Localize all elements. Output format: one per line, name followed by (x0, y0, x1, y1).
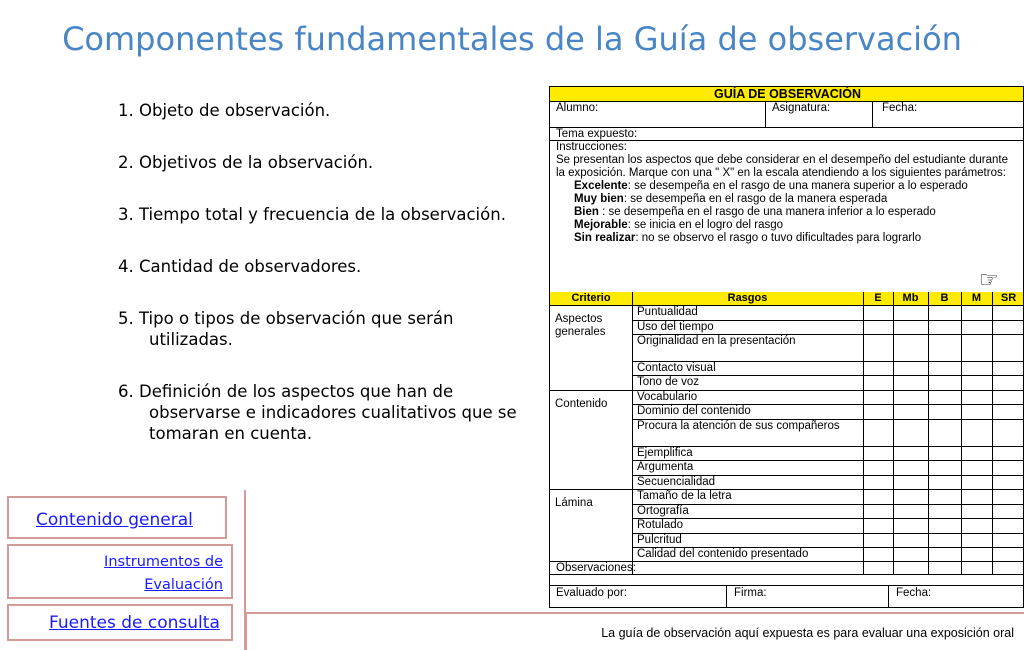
instructions-block (556, 141, 1018, 245)
criterio-label: Aspectos generales (555, 313, 606, 338)
param-item (574, 193, 1018, 206)
tema-label: Tema expuesto: (556, 128, 638, 140)
page-title: Componentes fundamentales de la Guía de observación (62, 20, 962, 58)
column-header: Mb (902, 292, 919, 304)
column-header: Rasgos (727, 292, 768, 304)
rasgo-label: Puntualidad (637, 306, 698, 318)
contenido-general-label[interactable]: Contenido general (36, 510, 193, 530)
firma-label: Firma: (734, 587, 767, 599)
param-item (574, 180, 1018, 193)
param-text: : no se observo el rasgo o tuvo dificultades para lograrlo (635, 232, 922, 244)
observaciones-label: Observaciones: (556, 562, 636, 574)
rasgo-label: Pulcritud (637, 533, 682, 546)
param-item (574, 206, 1018, 219)
list-item: 6. Definición de los aspectos que han de observarse e indicadores cualitativos que se tomaran en cuenta. (118, 382, 517, 443)
list-item: 3. Tiempo total y frecuencia de la observación. (118, 205, 506, 224)
param-term: Excelente (574, 180, 628, 192)
hand-pointer-icon: ☞ (979, 268, 999, 293)
evaluado-label: Evaluado por: (556, 587, 627, 599)
criterio-label: Lámina (555, 497, 593, 510)
column-header: M (971, 292, 982, 304)
fecha-label: Fecha: (882, 102, 918, 114)
rasgo-label: Tamaño de la letra (637, 490, 732, 503)
fuentes-consulta-label[interactable]: Fuentes de consulta (49, 613, 220, 633)
param-term: Sin realizar (574, 232, 636, 244)
list-item: 2. Objetivos de la observación. (118, 153, 374, 172)
instrumentos-evaluacion-label[interactable]: Instrumentos de Evaluación (104, 554, 223, 593)
guide-heading: GUÍA DE OBSERVACIÓN (713, 87, 861, 101)
column-header: Criterio (571, 292, 611, 304)
rasgo-label: Ortografía (637, 504, 689, 517)
alumno-label: Alumno: (556, 102, 599, 114)
rasgo-label: Ejemplifica (637, 446, 693, 459)
column-header: E (874, 292, 882, 304)
rasgo-label: Tono de voz (637, 376, 700, 389)
param-term: Muy bien (574, 193, 624, 205)
param-text: : se desempeña en el rasgo de una manera inferior a lo esperado (598, 206, 936, 218)
param-text: : se desempeña en el rasgo de la manera esperada (623, 193, 888, 205)
column-header: SR (1000, 292, 1017, 304)
param-item (574, 232, 1018, 245)
rasgo-label: Argumenta (637, 461, 694, 474)
param-text: : se inicia en el logro del rasgo (627, 219, 784, 231)
criterio-label: Contenido (555, 397, 608, 410)
list-item: 5. Tipo o tipos de observación que serán utilizadas. (118, 309, 454, 349)
rasgo-label: Contacto visual (637, 361, 716, 374)
fecha2-label: Fecha: (896, 587, 932, 599)
criteria-table (550, 292, 1024, 562)
footer-note-box (245, 612, 1024, 650)
asignatura-label: Asignatura: (772, 102, 831, 114)
param-item (574, 219, 1018, 232)
components-list (118, 100, 538, 475)
column-header: B (940, 292, 949, 304)
rasgo-label: Dominio del contenido (637, 405, 751, 418)
footer-note: La guía de observación aquí expuesta es para evaluar una exposición oral (601, 626, 1014, 640)
rasgo-label: Vocabulario (637, 390, 698, 403)
contenido-general-link[interactable] (7, 496, 227, 539)
list-item: 1. Objeto de observación. (118, 101, 331, 120)
fuentes-consulta-link[interactable] (7, 604, 233, 641)
param-term: Bien (574, 206, 599, 218)
param-text: : se desempeña en el rasgo de una manera superior a lo esperado (627, 180, 968, 192)
param-term: Mejorable (574, 219, 628, 231)
rasgo-label: Originalidad en la presentación (637, 335, 796, 347)
observation-guide-image (549, 86, 1024, 608)
instructions-title: Instrucciones: (556, 141, 627, 153)
rasgo-label: Procura la atención de sus compañeros (637, 419, 840, 432)
instructions-intro: Se presentan los aspectos que debe considerar en el desempeño del estudiante durante la exposición. Marque con una " X" en la escala atendiendo a los siguientes parámetros: (556, 154, 1009, 179)
rasgo-label: Rotulado (637, 519, 684, 532)
rasgo-label: Uso del tiempo (637, 320, 714, 333)
list-item: 4. Cantidad de observadores. (118, 257, 362, 276)
rasgo-label: Secuencialidad (637, 475, 716, 488)
rasgo-label: Calidad del contenido presentado (637, 548, 809, 561)
instrumentos-evaluacion-link[interactable] (7, 544, 233, 599)
